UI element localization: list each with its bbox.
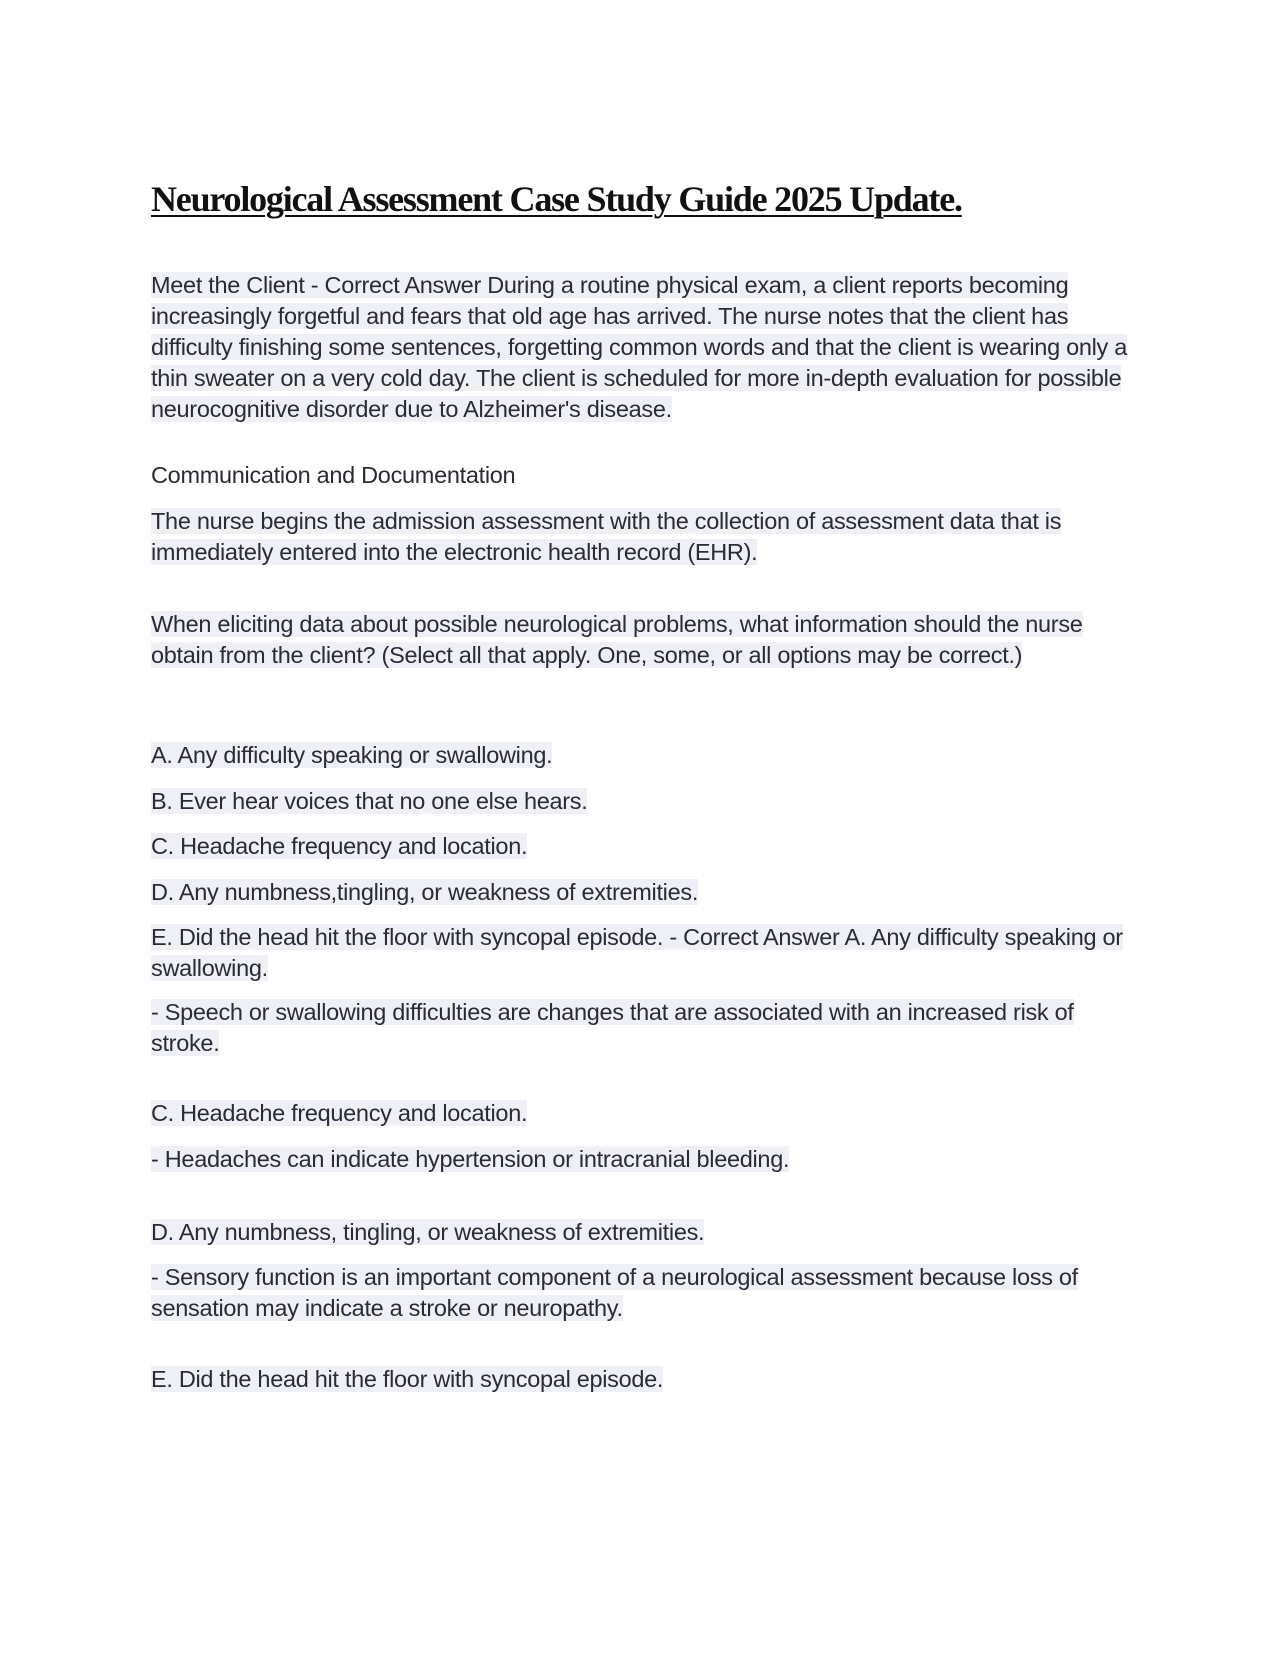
section-heading (151, 460, 1141, 491)
option-c (151, 831, 1141, 862)
admission-text: The nurse begins the admission assessment with the collection of assessment data that is immediately entered into the electronic health record (EHR). (151, 508, 1062, 565)
rationale-c-text: - Headaches can indicate hypertension or intracranial bleeding. (151, 1146, 790, 1172)
option-e-text: E. Did the head hit the floor with syncopal episode. - Correct Answer A. Any difficulty speaking or swallowing. (151, 924, 1123, 981)
rationale-d (151, 1262, 1141, 1324)
option-c-text: C. Headache frequency and location. (151, 833, 528, 859)
rationale-c (151, 1144, 1141, 1175)
rationale-a-text: - Speech or swallowing difficulties are changes that are associated with an increased risk of stroke. (151, 999, 1074, 1056)
rationale-a (151, 997, 1141, 1059)
answer-e-text: E. Did the head hit the floor with syncopal episode. (151, 1366, 664, 1392)
answer-d (151, 1217, 1141, 1248)
option-d (151, 877, 1141, 908)
option-d-text: D. Any numbness,tingling, or weakness of extremities. (151, 879, 699, 905)
answer-e (151, 1364, 1141, 1395)
document-title: Neurological Assessment Case Study Guide 2025 Update. (151, 179, 962, 219)
admission-paragraph (151, 506, 1141, 568)
question-text: When eliciting data about possible neurological problems, what information should the nurse obtain from the client? (Select all that apply. One, some, or all options may be correct.) (151, 611, 1083, 668)
option-b (151, 786, 1141, 817)
answer-c (151, 1098, 1141, 1129)
meet-client-paragraph (151, 270, 1141, 425)
option-a (151, 740, 1141, 771)
meet-client-text: Meet the Client - Correct Answer During a routine physical exam, a client reports becoming increasingly forgetful and fears that old age has arrived. The nurse notes that the client has difficulty finishing some sentences, forgetting common words and that the client is wearing only a thin sweater on a very cold day. The client is scheduled for more in-depth evaluation for possible neurocognitive disorder due to Alzheimer's disease. (151, 272, 1127, 422)
section-heading-text: Communication and Documentation (151, 462, 516, 488)
option-a-text: A. Any difficulty speaking or swallowing. (151, 742, 553, 768)
option-e (151, 922, 1141, 984)
answer-d-text: D. Any numbness, tingling, or weakness of extremities. (151, 1219, 705, 1245)
question-paragraph (151, 609, 1141, 671)
option-b-text: B. Ever hear voices that no one else hears. (151, 788, 588, 814)
rationale-d-text: - Sensory function is an important component of a neurological assessment because loss of sensation may indicate a stroke or neuropathy. (151, 1264, 1078, 1321)
answer-c-text: C. Headache frequency and location. (151, 1100, 528, 1126)
